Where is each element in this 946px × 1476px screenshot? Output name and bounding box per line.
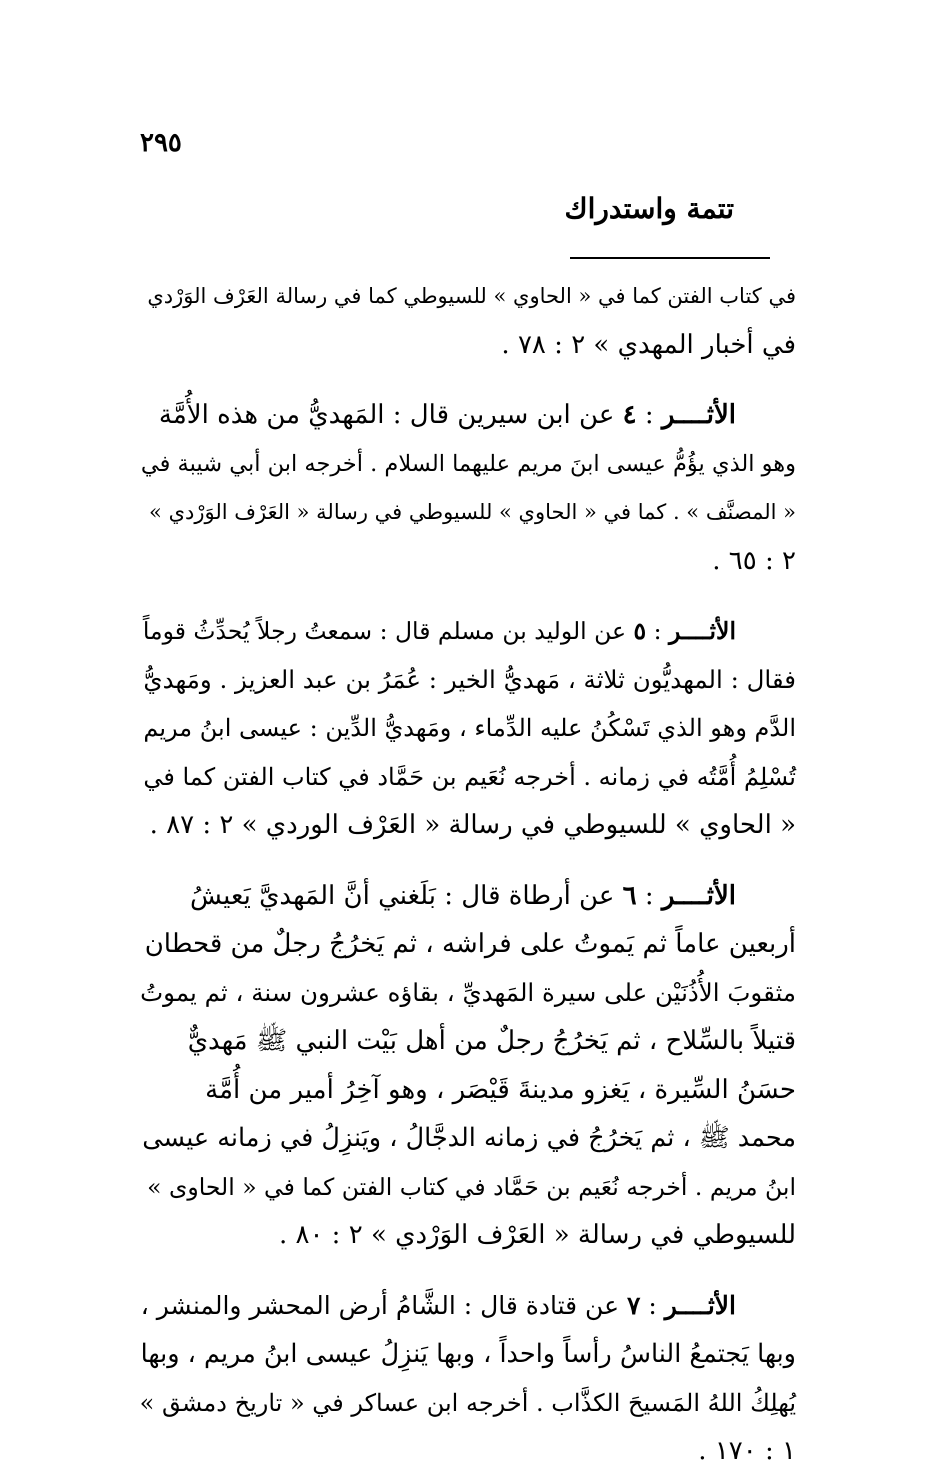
athar-label: الأثــــر (661, 880, 736, 911)
athar-number: ٥ (633, 617, 647, 645)
athar-7-paragraph (140, 1282, 796, 1476)
intro-paragraph (140, 272, 796, 369)
athar-label: الأثــــر (669, 617, 736, 645)
text-line: وبها يَجتمعُ الناسُ رأساً واحداً ، وبها يَنزِلُ عيسى ابنُ مريم ، وبها (140, 1339, 796, 1369)
title-underline (570, 257, 770, 259)
text-line: قتيلاً بالسِّلاح ، ثم يَخرُجُ رجلٌ من أهل بَيْت النبي ﷺ مَهديٌّ (187, 1026, 796, 1056)
athar-number: ٦ (622, 880, 637, 911)
text-line: « الحاوي » للسيوطي في رسالة « العَرْف الوردي » ٢ : ٨٧ . (149, 810, 796, 840)
text-span: عن أرطاة قال : بَلَغني أنَّ المَهديَّ يَعيشُ (190, 880, 615, 911)
text-line: يُهلِكُ اللهُ المَسيحَ الكذَّاب . أخرجه ابن عساكر في « تاريخ دمشق » (139, 1388, 796, 1417)
text-line: محمد ﷺ ، ثم يَخرُجُ في زمانه الدجَّالُ ، ويَنزِلُ في زمانه عيسى (142, 1123, 796, 1153)
athar-number: ٧ (626, 1290, 641, 1320)
text-line: للسيوطي في رسالة « العَرْف الوَرْدي » ٢ : ٨٠ . (278, 1220, 796, 1250)
text-line: ١ : ١٧٠ . (698, 1436, 796, 1466)
text-line: حسَنُ السِّيرة ، يَغزو مدينةَ قَيْصَر ، وهو آخِرُ أمير من أُمَّة (205, 1074, 796, 1105)
text-line: مثقوبَ الأُذُنَيْن على سيرة المَهديِّ ، بقاؤه عشرون سنة ، ثم يموتُ (140, 977, 796, 1007)
text-line: وهو الذي يؤُمُّ عيسى ابنَ مريم عليهما السلام . أخرجه ابن أبي شيبة في (140, 450, 796, 477)
text-span: عن قتادة قال : الشَّامُ أرض المحشر والمنشر ، (140, 1290, 620, 1320)
page-number: ٢٩٥ (140, 128, 182, 158)
text-line: أربعين عاماً ثم يَموتُ على فراشه ، ثم يَخرُجُ رجلٌ من قحطان (144, 929, 796, 959)
athar-7-heading-line: الأثــــر : ٧ عن قتادة قال : الشَّامُ أرض المحشر والمنشر ، (140, 1290, 736, 1320)
section-title: تتمة واستدراك (564, 192, 734, 225)
text-line: ابنُ مريم . أخرجه نُعَيم بن حَمَّاد في كتاب الفتن كما في « الحاوى » (147, 1172, 796, 1201)
text-line: فقال : المهديُّون ثلاثة ، مَهديُّ الخير : عُمَرُ بن عبد العزيز . ومَهديُّ (143, 664, 796, 694)
body-text (140, 272, 796, 1476)
text-line: « المصنَّف » . كما في « الحاوي » للسيوطي في رسالة « العَرْف الوَرْدي » (149, 500, 796, 524)
athar-4-heading-line: الأثــــر : ٤ عن ابن سيرين قال : المَهديُّ من هذه الأُمَّة (158, 400, 736, 430)
text-line: تُسْلِمُ أُمَّتُه في زمانه . أخرجه نُعَيم بن حَمَّاد في كتاب الفتن كما في (143, 762, 796, 791)
athar-4-paragraph (140, 391, 796, 585)
athar-number: ٤ (622, 400, 637, 430)
text-line: ٢ : ٦٥ . (712, 545, 796, 576)
athar-6-paragraph (140, 872, 796, 1260)
athar-label: الأثــــر (664, 1290, 736, 1320)
text-span: عن الوليد بن مسلم قال : سمعتُ رجلاً يُحدِّثُ قوماً (142, 617, 627, 645)
text-line: في أخبار المهدي » ٢ : ٧٨ . (501, 329, 796, 360)
athar-5-paragraph (140, 607, 796, 850)
athar-label: الأثــــر (661, 400, 736, 430)
text-line: في كتاب الفتن كما في « الحاوي » للسيوطي كما في رسالة العَرْف الوَرْدي (147, 284, 796, 308)
athar-6-heading-line: الأثــــر : ٦ عن أرطاة قال : بَلَغني أنَّ المَهديَّ يَعيشُ (190, 880, 736, 911)
text-span: عن ابن سيرين قال : المَهديُّ من هذه الأُمَّة (158, 400, 615, 430)
text-line: الدَّم وهو الذي تَسْكُنُ عليه الدِّماء ، ومَهديُّ الدِّين : عيسى ابنُ مريم (143, 714, 796, 742)
athar-5-heading-line: الأثــــر : ٥ عن الوليد بن مسلم قال : سمعتُ رجلاً يُحدِّثُ قوماً (142, 617, 736, 645)
